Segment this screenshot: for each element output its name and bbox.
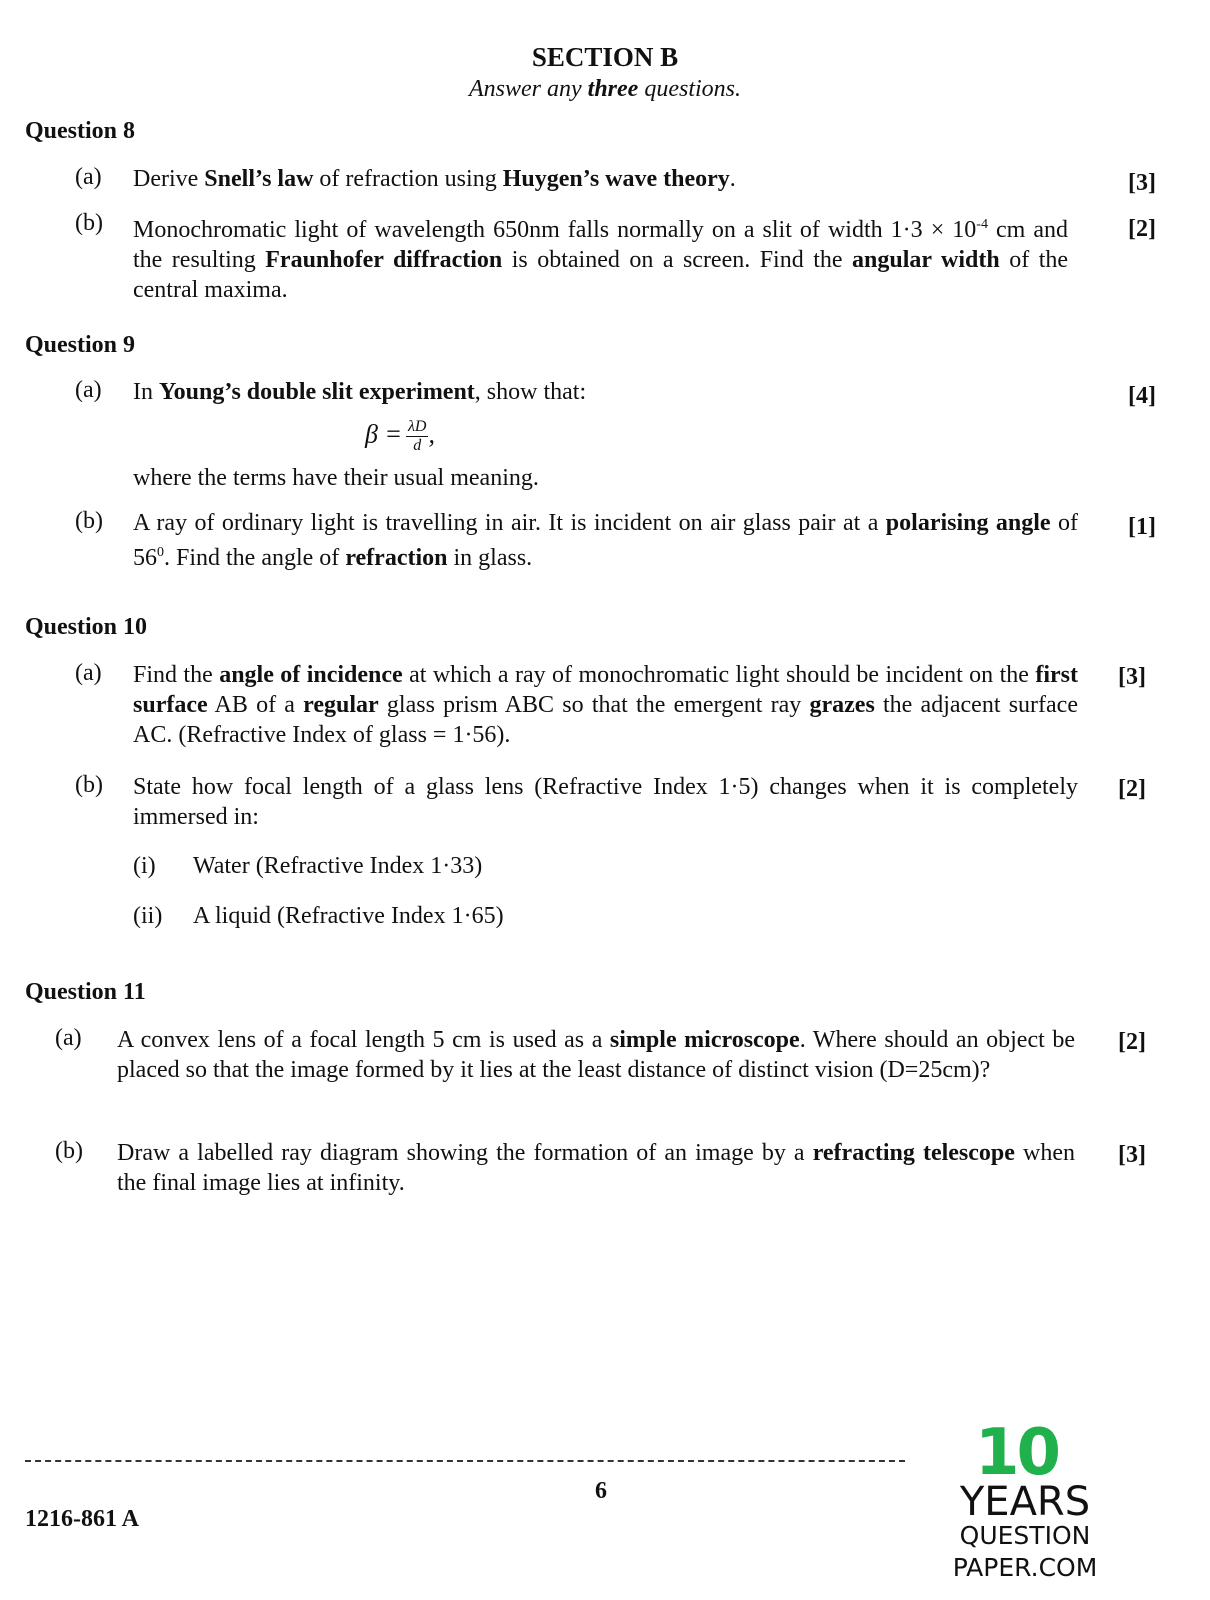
q9a-note: where the terms have their usual meaning. <box>133 465 539 491</box>
question-9-title: Question 9 <box>25 332 136 358</box>
q11b-text: Draw a labelled ray diagram showing the formation of an image by a refracting telescope when the final image lies at infinity. <box>117 1140 1076 1196</box>
q10a-label: (a) <box>75 660 102 686</box>
page-number: 6 <box>595 1478 607 1504</box>
question-8-title: Question 8 <box>25 118 136 144</box>
q8a-text: Derive Snell’s law of refraction using Huygen’s wave theory. <box>133 166 736 192</box>
logo-years: YEARS <box>959 1479 1091 1525</box>
q9a-label: (a) <box>75 377 102 403</box>
q10b-item-ii-text: A liquid (Refractive Index 1·65) <box>193 903 504 929</box>
question-10-title: Question 10 <box>25 614 148 640</box>
q9b-label: (b) <box>75 508 103 534</box>
q11b-marks: [3] <box>1118 1142 1146 1168</box>
q10b-item-ii-label: (ii) <box>133 903 163 929</box>
q10b-label: (b) <box>75 772 103 798</box>
q8b-marks: [2] <box>1128 216 1156 242</box>
q10a-text: Find the angle of incidence at which a ray of monochromatic light should be incident on the first surface AB of a regular glass prism ABC so that the emergent ray grazes the adjacent surface AC. (Refractive Index of glass = 1·56). <box>133 662 1078 748</box>
section-instruction: Answer any three questions. <box>469 76 741 102</box>
logo-site-name: QUESTION PAPER.COM <box>952 1521 1098 1582</box>
q10b-text: State how focal length of a glass lens (Refractive Index 1·5) changes when it is completely immersed in: <box>133 774 1078 830</box>
q8a-marks: [3] <box>1128 170 1156 196</box>
q10a-marks: [3] <box>1118 664 1146 690</box>
q11a-marks: [2] <box>1118 1029 1146 1055</box>
q10b-item-i-label: (i) <box>133 853 156 879</box>
q11a-text: A convex lens of a focal length 5 cm is used as a simple microscope. Where should an object be placed so that the image formed by it lies at the least distance of distinct vision (D=25cm)? <box>117 1027 1075 1083</box>
q8a-label: (a) <box>75 164 102 190</box>
question-11-title: Question 11 <box>25 979 146 1005</box>
q11a-label: (a) <box>55 1025 82 1051</box>
footer-divider <box>25 1460 905 1462</box>
section-title: SECTION B <box>531 42 679 72</box>
q10b-item-i-text: Water (Refractive Index 1·33) <box>193 853 483 879</box>
q11b-label: (b) <box>55 1138 83 1164</box>
q9a-marks: [4] <box>1128 383 1156 409</box>
q9a-text: In Young’s double slit experiment, show that: <box>133 379 587 405</box>
q9b-text: A ray of ordinary light is travelling in air. It is incident on air glass pair at a polarising angle of $56^0$. Find the angle of refraction in glass. <box>133 510 1079 571</box>
q8b-label: (b) <box>75 210 103 236</box>
q8b-text: Monochromatic light of wavelength 650nm falls normally on a slit of width $1\cdot 3 \times 10^{-4}$ cm and the resulting Fraunhofer diffraction is obtained on a screen. Find the angular width of the central maxima. <box>133 217 1069 303</box>
fringe-width-equation: β = $\frac{\lambda D}{d}$ , <box>365 418 435 454</box>
paper-code: 1216-861 A <box>25 1506 139 1532</box>
logo-number: 10 <box>975 1416 1059 1490</box>
q9b-marks: [1] <box>1128 514 1156 540</box>
q10b-marks: [2] <box>1118 776 1146 802</box>
